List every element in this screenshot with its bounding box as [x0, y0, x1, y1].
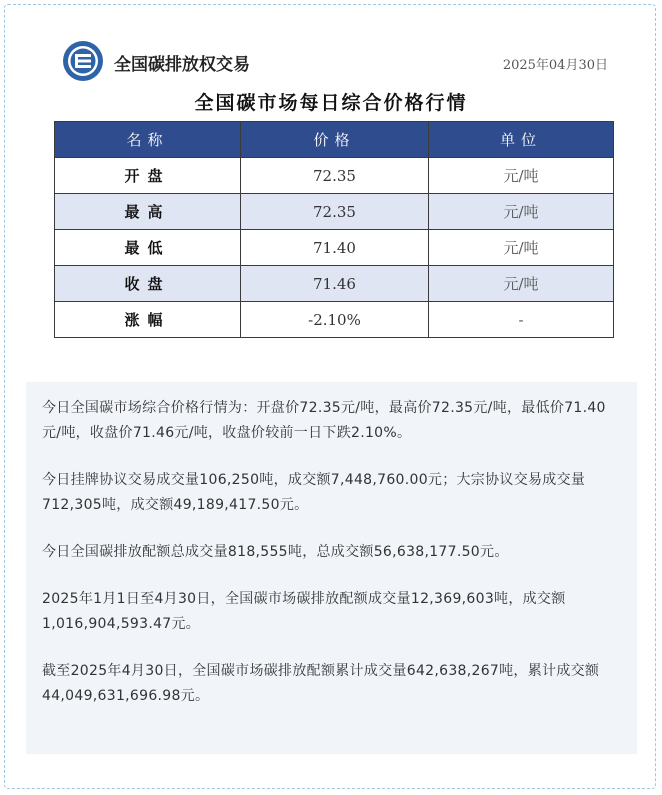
summary-paragraph: 今日全国碳排放配额总成交量818,555吨，总成交额56,638,177.50元。 — [42, 544, 509, 560]
page-title: 全国碳市场每日综合价格行情 — [194, 92, 468, 114]
row-price: 71.46 — [241, 266, 429, 302]
header — [62, 40, 622, 80]
summary-paragraph: 截至2025年4月30日，全国碳市场碳排放配额累计成交量642,638,267吨，累计成交额44,049,631,696.98元。 — [42, 663, 600, 704]
table-row — [55, 158, 614, 194]
row-unit: 元/吨 — [429, 194, 614, 230]
row-price: -2.10% — [241, 302, 429, 338]
row-unit: 元/吨 — [429, 230, 614, 266]
table-row — [55, 266, 614, 302]
table-row — [55, 194, 614, 230]
column-header-price: 价格 — [241, 122, 429, 158]
summary-paragraph: 今日挂牌协议交易成交量106,250吨，成交额7,448,760.00元；大宗协议交易成交量712,305吨，成交额49,189,417.50元。 — [42, 472, 586, 513]
column-header-name: 名称 — [55, 122, 241, 158]
row-unit: 元/吨 — [429, 266, 614, 302]
row-name: 最低 — [55, 230, 241, 266]
row-price: 72.35 — [241, 158, 429, 194]
table-row — [55, 302, 614, 338]
row-unit: - — [429, 302, 614, 338]
row-name: 涨幅 — [55, 302, 241, 338]
row-name: 收盘 — [55, 266, 241, 302]
summary-paragraph: 今日全国碳市场综合价格行情为：开盘价72.35元/吨，最高价72.35元/吨，最低价71.40元/吨，收盘价71.46元/吨，收盘价较前一日下跌2.10%。 — [42, 400, 606, 441]
row-unit: 元/吨 — [429, 158, 614, 194]
table-header-row — [55, 122, 614, 158]
report-date: 2025年04月30日 — [502, 58, 608, 73]
exchange-logo-icon — [62, 40, 104, 82]
row-price: 72.35 — [241, 194, 429, 230]
summary-paragraph: 2025年1月1日至4月30日，全国碳市场碳排放配额成交量12,369,603吨，成交额1,016,904,593.47元。 — [42, 591, 566, 632]
row-price: 71.40 — [241, 230, 429, 266]
column-header-unit: 单位 — [429, 122, 614, 158]
market-summary — [26, 382, 637, 754]
brand-name: 全国碳排放权交易 — [114, 55, 250, 75]
table-row — [55, 230, 614, 266]
price-table — [54, 121, 614, 338]
row-name: 开盘 — [55, 158, 241, 194]
row-name: 最高 — [55, 194, 241, 230]
